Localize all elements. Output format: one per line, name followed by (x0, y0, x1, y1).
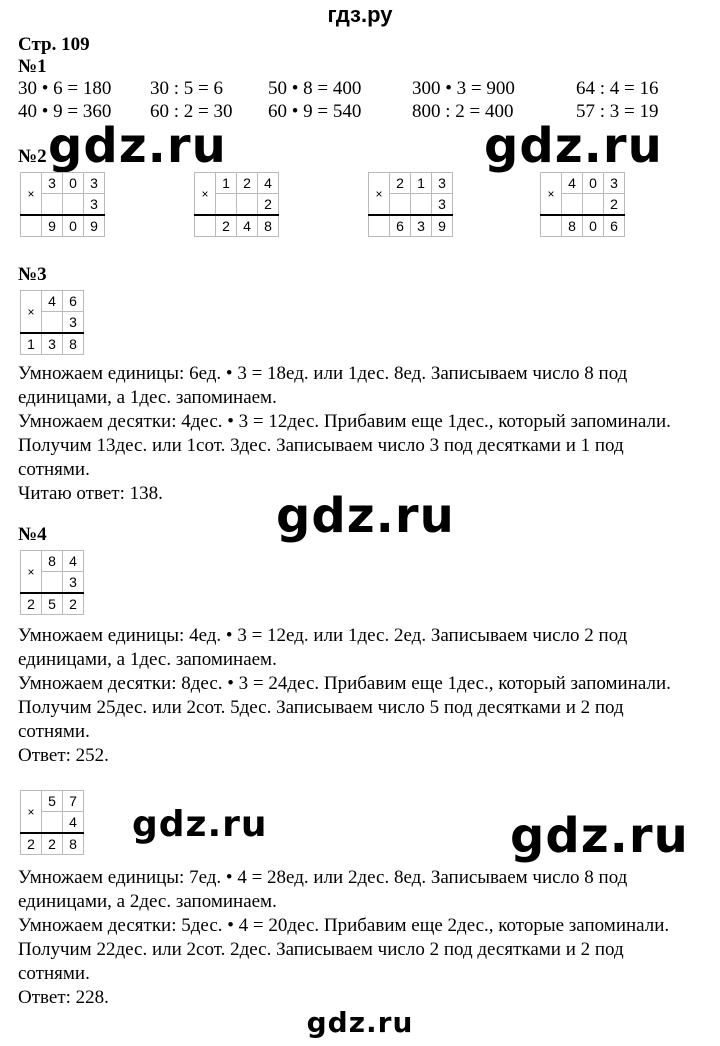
multiply-sign: × (21, 291, 42, 334)
watermark: gdz.ru (276, 488, 455, 544)
digit (390, 194, 411, 216)
site-header: гдз.ру (327, 2, 393, 27)
digit: 2 (21, 593, 42, 615)
digit: 7 (63, 791, 84, 812)
digit: 4 (258, 173, 279, 194)
equation: 40 • 9 = 360 (18, 101, 112, 122)
task-1-title: №1 (18, 56, 47, 77)
digit: 8 (42, 551, 63, 572)
text-line: Ответ: 228. (18, 987, 109, 1008)
equation: 800 : 2 = 400 (412, 101, 514, 122)
watermark: gdz.ru (510, 808, 689, 864)
text-line: Получим 25дес. или 2сот. 5дес. Записываем число 5 под десятками и 2 под (18, 697, 624, 718)
digit: 6 (390, 215, 411, 237)
equation: 60 : 2 = 30 (150, 101, 233, 122)
digit: 3 (432, 194, 453, 216)
text-line: Умножаем единицы: 4ед. • 3 = 12ед. или 1дес. 2ед. Записываем число 2 под (18, 625, 628, 646)
text-line: Получим 22дес. или 2сот. 2дес. Записываем число 2 под десятками и 2 под (18, 939, 624, 960)
text-line: Получим 13дес. или 1сот. 3дес. Записываем число 3 под десятками и 1 под (18, 435, 624, 456)
digit: 6 (63, 291, 84, 312)
explanation (18, 362, 708, 506)
digit: 4 (42, 291, 63, 312)
digit (411, 194, 432, 216)
digit: 2 (21, 833, 42, 855)
watermark: gdz.ru (132, 804, 268, 845)
digit (42, 194, 63, 216)
multiplication-grid (20, 290, 84, 355)
digit: 2 (390, 173, 411, 194)
digit (562, 194, 583, 216)
digit: 3 (42, 173, 63, 194)
text-line: единицами, а 1дес. запоминаем. (18, 649, 277, 670)
digit (216, 194, 237, 216)
digit: 3 (84, 173, 105, 194)
digit: 3 (432, 173, 453, 194)
multiplication-grid (20, 790, 84, 855)
digit: 4 (63, 812, 84, 834)
text-line: сотнями. (18, 721, 90, 742)
digit (237, 194, 258, 216)
equation: 300 • 3 = 900 (412, 78, 515, 99)
digit (63, 194, 84, 216)
digit: 8 (562, 215, 583, 237)
digit: 0 (583, 215, 604, 237)
digit: 5 (42, 593, 63, 615)
digit: 2 (237, 173, 258, 194)
text-line: Умножаем единицы: 7ед. • 4 = 28ед. или 2дес. 8ед. Записываем число 8 под (18, 867, 628, 888)
digit (42, 312, 63, 334)
digit: 8 (63, 333, 84, 355)
digit: 4 (562, 173, 583, 194)
text-line: Умножаем единицы: 6ед. • 3 = 18ед. или 1дес. 8ед. Записываем число 8 под (18, 363, 628, 384)
digit: 0 (63, 173, 84, 194)
multiply-sign: × (195, 173, 216, 216)
text-line: Умножаем десятки: 5дес. • 4 = 20дес. Прибавим еще 2дес., которые запоминали. (18, 915, 670, 936)
digit: 9 (432, 215, 453, 237)
digit: 2 (63, 593, 84, 615)
digit: 3 (63, 312, 84, 334)
digit: 3 (42, 333, 63, 355)
equation: 50 • 8 = 400 (268, 78, 362, 99)
explanation (18, 624, 708, 768)
digit: 5 (42, 791, 63, 812)
digit: 2 (604, 194, 625, 216)
multiply-sign: × (541, 173, 562, 216)
text-line: Ответ: 252. (18, 745, 109, 766)
equation: 64 : 4 = 16 (576, 78, 659, 99)
digit: 2 (258, 194, 279, 216)
digit: 1 (411, 173, 432, 194)
multiply-sign: × (369, 173, 390, 216)
watermark: gdz.ru (306, 1006, 414, 1039)
equation: 30 : 5 = 6 (150, 78, 223, 99)
digit: 4 (237, 215, 258, 237)
multiply-sign: × (21, 173, 42, 216)
digit (42, 572, 63, 594)
digit: 9 (42, 215, 63, 237)
text-line: единицами, а 2дес. запоминаем. (18, 891, 277, 912)
text-line: сотнями. (18, 963, 90, 984)
watermark: gdz.ru (484, 118, 663, 174)
text-line: единицами, а 1дес. запоминаем. (18, 387, 277, 408)
multiplication-grid (194, 172, 279, 237)
multiplication-grid (540, 172, 625, 237)
digit: 3 (411, 215, 432, 237)
task-3-title: №3 (18, 264, 47, 285)
equation: 60 • 9 = 540 (268, 101, 362, 122)
digit: 1 (216, 173, 237, 194)
text-line: Умножаем десятки: 4дес. • 3 = 12дес. Прибавим еще 1дес., который запоминали. (18, 411, 671, 432)
digit: 8 (258, 215, 279, 237)
equation: 57 : 3 = 19 (576, 101, 659, 122)
text-line: Умножаем десятки: 8дес. • 3 = 24дес. Прибавим еще 1дес., который запоминали. (18, 673, 671, 694)
text-line: сотнями. (18, 459, 90, 480)
digit: 2 (216, 215, 237, 237)
digit: 2 (42, 833, 63, 855)
digit: 4 (63, 551, 84, 572)
digit: 3 (63, 572, 84, 594)
equation: 30 • 6 = 180 (18, 78, 112, 99)
digit: 8 (63, 833, 84, 855)
text-line: Читаю ответ: 138. (18, 483, 163, 504)
multiply-sign: × (21, 791, 42, 834)
watermark: gdz.ru (48, 118, 227, 174)
multiplication-grid (20, 550, 84, 615)
digit: 9 (84, 215, 105, 237)
page-number: Стр. 109 (18, 34, 90, 55)
multiplication-grid (368, 172, 453, 237)
digit (42, 812, 63, 834)
digit: 6 (604, 215, 625, 237)
digit: 3 (84, 194, 105, 216)
explanation (18, 866, 708, 1010)
digit: 0 (583, 173, 604, 194)
digit (583, 194, 604, 216)
multiply-sign: × (21, 551, 42, 594)
digit: 3 (604, 173, 625, 194)
task-4-title: №4 (18, 524, 47, 545)
digit: 1 (21, 333, 42, 355)
digit: 0 (63, 215, 84, 237)
task-2-title: №2 (18, 146, 47, 167)
multiplication-grid (20, 172, 105, 237)
